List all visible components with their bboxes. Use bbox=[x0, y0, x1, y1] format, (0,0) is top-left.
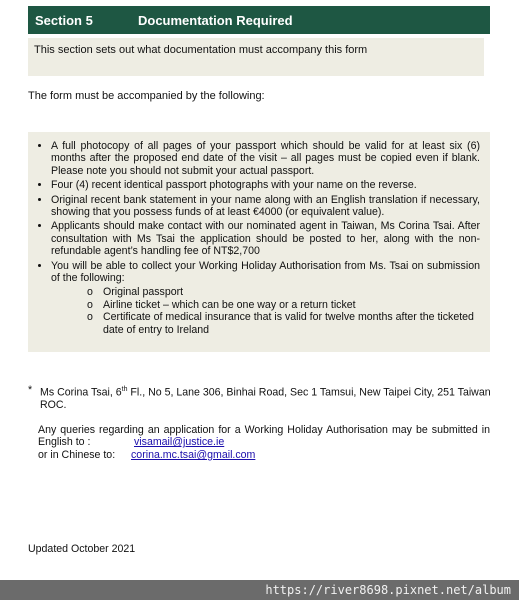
intro-text: This section sets out what documentation must accompany this form bbox=[34, 44, 368, 56]
requirement-item: • Four (4) recent identical passport photographs with your name on the reverse. bbox=[51, 179, 480, 191]
chinese-email-link[interactable]: corina.mc.tsai@gmail.com bbox=[131, 449, 256, 461]
footnote-marker: * bbox=[28, 384, 33, 396]
agent-footnote bbox=[28, 384, 492, 411]
intro-box bbox=[28, 38, 484, 76]
sub-bullet-icon: o bbox=[87, 298, 93, 311]
section-title: Documentation Required bbox=[138, 13, 293, 28]
floor-suffix: th bbox=[121, 386, 128, 393]
requirement-item: • A full photocopy of all pages of your passport which should be valid for at least six (6) months after the proposed end date of the visit – all pages must be copied even if blank. Please note you should not submit your actual passport. bbox=[51, 140, 480, 177]
collect-item bbox=[87, 311, 480, 336]
watermark-text: https://river8698.pixnet.net/album bbox=[265, 583, 511, 597]
section-number: Section 5 bbox=[35, 13, 93, 28]
watermark-bar bbox=[0, 580, 519, 600]
sub-bullet-icon: o bbox=[87, 311, 93, 324]
sub-bullet-icon: o bbox=[87, 286, 93, 299]
queries-text: Any queries regarding an application for a Working Holiday Authorisation may be submitted in English to : bbox=[38, 424, 490, 449]
chinese-contact-row bbox=[38, 449, 338, 463]
agent-name: Ms Corina Tsai, 6 bbox=[40, 386, 122, 399]
english-contact-row bbox=[38, 436, 338, 450]
collect-item-text: Original passport bbox=[103, 286, 184, 299]
updated-date: Updated October 2021 bbox=[28, 543, 136, 555]
requirement-item-text: You will be able to collect your Working Holiday Authorisation from Ms. Tsai on submission of the following: bbox=[51, 259, 480, 285]
english-email-link[interactable]: visamail@justice.ie bbox=[134, 436, 225, 448]
chinese-contact-label: or in Chinese to: bbox=[38, 449, 116, 461]
agent-address bbox=[40, 384, 492, 411]
requirements-list bbox=[36, 140, 480, 336]
section-header bbox=[28, 6, 490, 34]
requirement-item: • Original recent bank statement in your name along with an English translation if necessary, showing that you possess funds of at least €4000 (or equivalent value). bbox=[51, 194, 480, 219]
collect-list bbox=[51, 286, 480, 336]
agent-address-text: Fl., No 5, Lane 306, Binhai Road, Sec 1 Tamsui, New Taipei City, 251 Taiwan ROC. bbox=[40, 386, 491, 411]
requirement-item: • Applicants should make contact with our nominated agent in Taiwan, Ms Corina Tsai. After consultation with Ms Tsai the application should be posted to her, along with the non-refundable agent’s handling fee of NT$2,700 bbox=[51, 220, 480, 257]
collect-item bbox=[87, 286, 480, 298]
collect-item-text: Certificate of medical insurance that is valid for twelve months after the ticketed date of entry to Ireland bbox=[103, 311, 474, 336]
requirement-item-collect bbox=[51, 260, 480, 336]
collect-item-text: Airline ticket – which can be one way or a return ticket bbox=[103, 298, 356, 311]
collect-item bbox=[87, 299, 480, 311]
requirements-box bbox=[28, 132, 490, 352]
lead-text: The form must be accompanied by the following: bbox=[28, 90, 265, 102]
